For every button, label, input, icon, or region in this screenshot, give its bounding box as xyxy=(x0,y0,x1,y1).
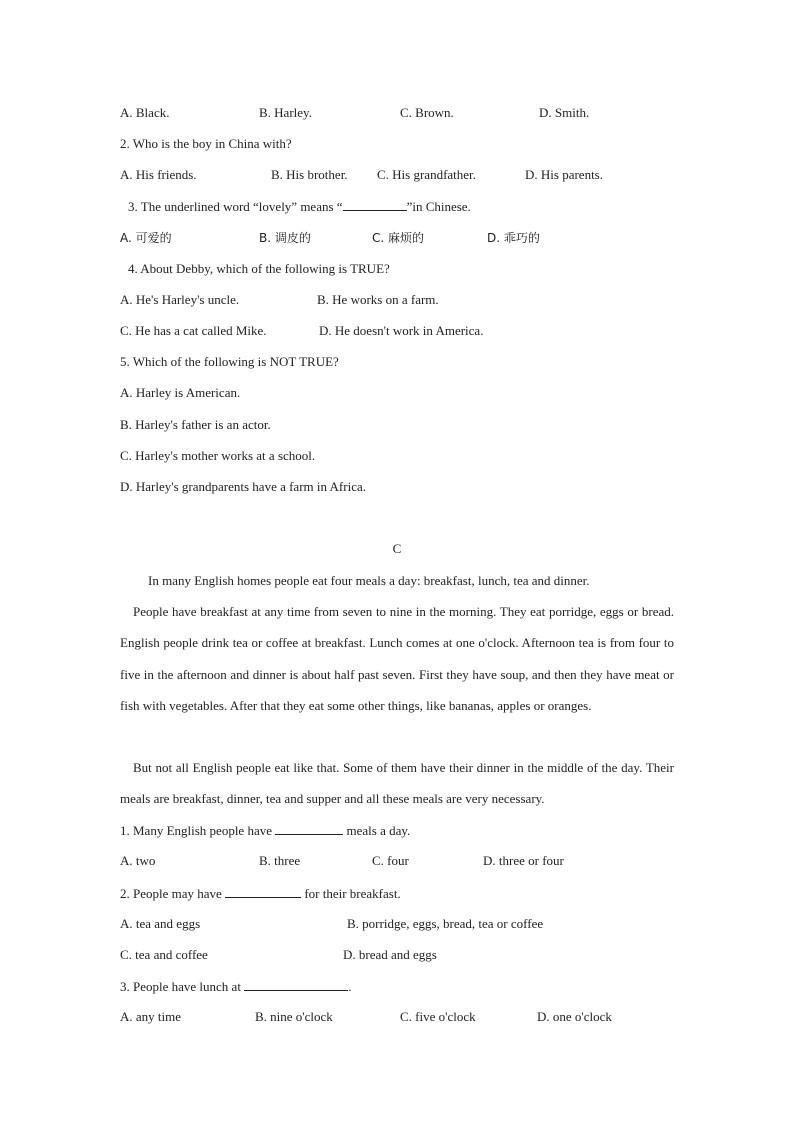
q4-option-d: D. He doesn't work in America. xyxy=(319,323,484,338)
q3-option-c: C. 麻烦的 xyxy=(372,231,425,245)
c-q1-option-a: A. two xyxy=(120,853,156,868)
section-c-paragraph-1: In many English homes people eat four meals a day: breakfast, lunch, tea and dinner. xyxy=(148,573,590,588)
q3-option-d: D. 乖巧的 xyxy=(487,231,540,245)
q3-option-b: B. 调皮的 xyxy=(259,231,311,245)
c-q2-option-a: A. tea and eggs xyxy=(120,916,201,931)
q3-answer-blank xyxy=(343,198,407,211)
c-q1-option-c: C. four xyxy=(372,853,409,868)
prev-option-d: D. Smith. xyxy=(539,105,590,120)
question-2-stem: 2. Who is the boy in China with? xyxy=(120,136,292,151)
q4-option-c: C. He has a cat called Mike. xyxy=(120,323,267,338)
c-q3-stem-post: . xyxy=(348,979,352,994)
c-q3-option-a: A. any time xyxy=(120,1009,182,1024)
c-q3-option-b: B. nine o'clock xyxy=(255,1009,333,1024)
q3-stem-post: ”in Chinese. xyxy=(406,199,471,214)
section-c-paragraph-2: People have breakfast at any time from seven to nine in the morning. They eat porridge, eggs or bread. English people drink tea or coffee at breakfast. Lunch comes at one o'clock. Afternoon tea is from four to five in the afternoon and dinner is about half past seven. First they have soup, and then they have meat or fish with vegetables. After that they eat some other things, like bananas, apples or oranges. xyxy=(120,604,674,713)
q4-option-a: A. He's Harley's uncle. xyxy=(120,292,240,307)
q2-option-a: A. His friends. xyxy=(120,167,197,182)
q3-option-a: A. 可爱的 xyxy=(120,231,172,245)
q2-option-d: D. His parents. xyxy=(525,167,603,182)
c-q2-option-c: C. tea and coffee xyxy=(120,947,208,962)
question-5-stem: 5. Which of the following is NOT TRUE? xyxy=(120,354,339,369)
c-q3-stem-pre: 3. People have lunch at xyxy=(120,979,241,994)
c-q3-option-c: C. five o'clock xyxy=(400,1009,476,1024)
q4-option-b: B. He works on a farm. xyxy=(317,292,439,307)
c-q1-stem-post: meals a day. xyxy=(346,823,411,838)
c-q1-stem-pre: 1. Many English people have xyxy=(120,823,272,838)
q5-option-c: C. Harley's mother works at a school. xyxy=(120,448,316,463)
c-q3-answer-blank xyxy=(244,978,348,991)
c-q1-answer-blank xyxy=(275,822,343,835)
c-q2-option-b: B. porridge, eggs, bread, tea or coffee xyxy=(347,916,544,931)
question-4-stem: 4. About Debby, which of the following is TRUE? xyxy=(128,261,390,276)
c-q3-option-d: D. one o'clock xyxy=(537,1009,612,1024)
q5-option-b: B. Harley's father is an actor. xyxy=(120,417,271,432)
c-q2-stem-pre: 2. People may have xyxy=(120,886,222,901)
section-c-heading: C xyxy=(392,541,402,556)
q5-option-d: D. Harley's grandparents have a farm in Africa. xyxy=(120,479,366,494)
c-question-1-stem xyxy=(120,822,410,839)
q2-option-b: B. His brother. xyxy=(271,167,348,182)
prev-option-c: C. Brown. xyxy=(400,105,454,120)
c-question-2-stem xyxy=(120,885,401,902)
c-q2-option-d: D. bread and eggs xyxy=(343,947,437,962)
c-question-3-stem xyxy=(120,978,351,995)
c-q1-option-d: D. three or four xyxy=(483,853,564,868)
q2-option-c: C. His grandfather. xyxy=(377,167,476,182)
question-3-stem xyxy=(128,198,471,215)
q5-option-a: A. Harley is American. xyxy=(120,385,241,400)
c-q2-stem-post: for their breakfast. xyxy=(304,886,401,901)
q3-stem-pre: 3. The underlined word “lovely” means “ xyxy=(128,199,343,214)
prev-option-a: A. Black. xyxy=(120,105,170,120)
c-q1-option-b: B. three xyxy=(259,853,301,868)
c-q2-answer-blank xyxy=(225,885,301,898)
section-c-paragraph-3: But not all English people eat like that. Some of them have their dinner in the middle of the day. Their meals are breakfast, dinner, tea and supper and all these meals are very necessary. xyxy=(120,760,674,807)
prev-option-b: B. Harley. xyxy=(259,105,312,120)
